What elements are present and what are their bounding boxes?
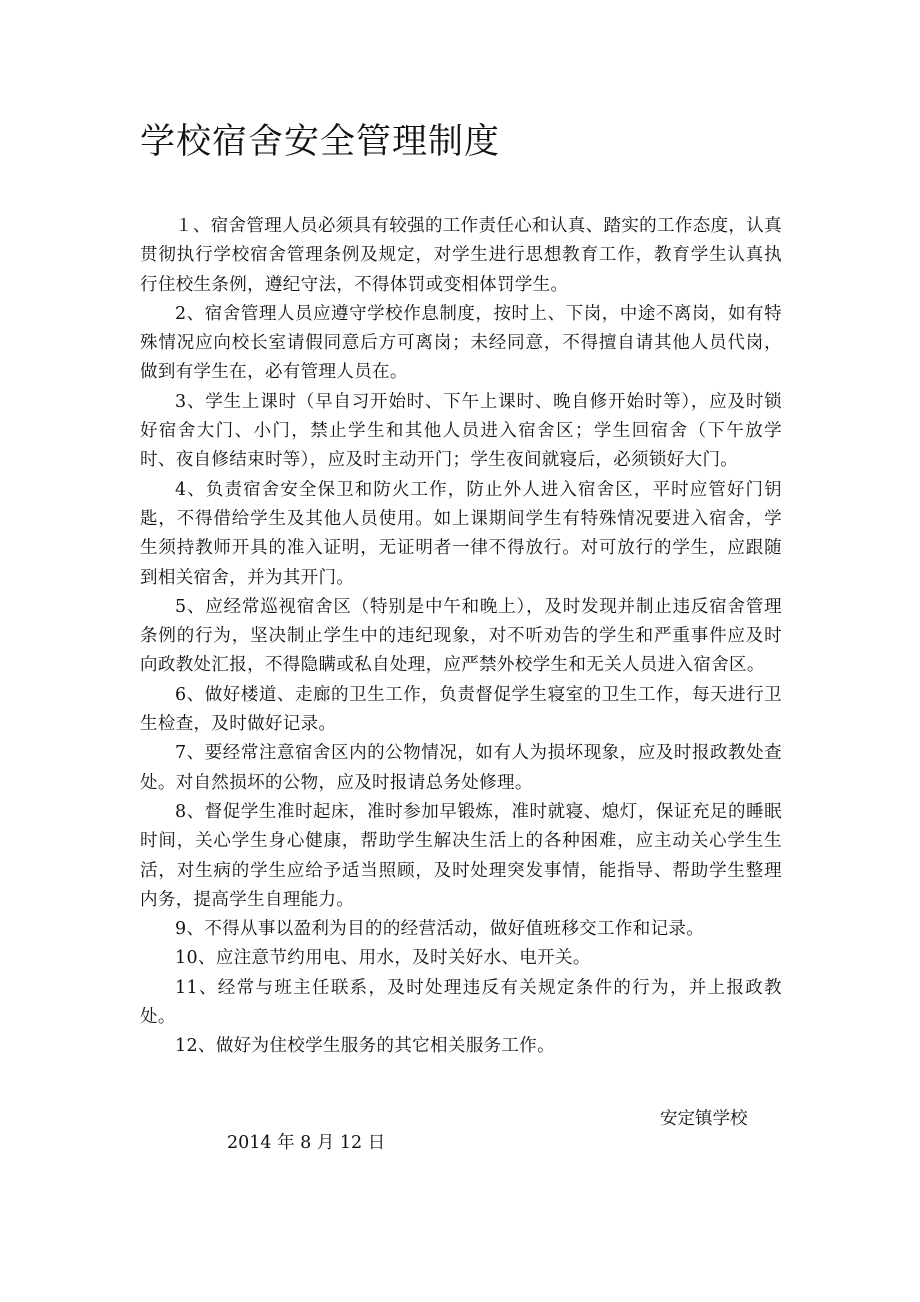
document-body — [140, 212, 782, 1062]
rule-paragraph-7: 7、要经常注意宿舍区内的公物情况，如有人为损坏现象，应及时报政教处查处。对自然损坏的公物，应及时报请总务处修理。 — [140, 743, 782, 793]
rule-paragraph-12: 12、做好为住校学生服务的其它相关服务工作。 — [175, 1036, 555, 1057]
rule-paragraph-4: 4、负责宿舍安全保卫和防火工作，防止外人进入宿舍区，平时应管好门钥匙，不得借给学生及其他人员使用。如上课期间学生有特殊情况要进入宿舍，学生须持教师开具的准入证明，无证明者一律不得放行。对可放行的学生，应跟随到相关宿舍，并为其开门。 — [140, 479, 782, 588]
rule-paragraph-9: 9、不得从事以盈利为目的的经营活动，做好值班移交工作和记录。 — [175, 919, 705, 940]
rule-paragraph-5: 5、应经常巡视宿舍区（特别是中午和晚上），及时发现并制止违反宿舍管理条例的行为，坚决制止学生中的违纪现象，对不听劝告的学生和严重事件应及时向政教处汇报，不得隐瞒或私自处理，应严禁外校学生和无关人员进入宿舍区。 — [140, 596, 782, 676]
rule-paragraph-3: 3、学生上课时（早自习开始时、下午上课时、晚自修开始时等），应及时锁好宿舍大门、小门，禁止学生和其他人员进入宿舍区；学生回宿舍（下午放学时、夜自修结束时等），应及时主动开门；学生夜间就寝后，必须锁好大门。 — [140, 391, 782, 471]
rule-paragraph-8: 8、督促学生准时起床，准时参加早锻炼，准时就寝、熄灯，保证充足的睡眠时间，关心学生身心健康，帮助学生解决生活上的各种困难，应主动关心学生生活，对生病的学生应给予适当照顾，及时处理突发事情，能指导、帮助学生整理内务，提高学生自理能力。 — [140, 801, 782, 910]
rule-paragraph-11: 11、经常与班主任联系，及时处理违反有关规定条件的行为，并上报政教处。 — [140, 977, 782, 1028]
rule-paragraph-2: 2、宿舍管理人员应遵守学校作息制度，按时上、下岗，中途不离岗，如有特殊情况应向校长室请假同意后方可离岗；未经同意，不得擅自请其他人员代岗，做到有学生在，必有管理人员在。 — [140, 303, 782, 383]
rule-paragraph-10: 10、应注意节约用电、用水，及时关好水、电开关。 — [175, 948, 591, 969]
rule-paragraph-1: １、宿舍管理人员必须具有较强的工作责任心和认真、踏实的工作态度，认真贯彻执行学校宿舍管理条例及规定，对学生进行思想教育工作，教育学生认真执行住校生条例，遵纪守法，不得体罚或变相体罚学生。 — [140, 216, 782, 295]
document-title: 学校宿舍安全管理制度 — [140, 122, 501, 162]
rule-paragraph-6: 6、做好楼道、走廊的卫生工作，负责督促学生寝室的卫生工作，每天进行卫生检查，及时做好记录。 — [140, 684, 782, 735]
signer-name: 安定镇学校 — [660, 1109, 748, 1129]
document-date: 2014 年 8 月 12 日 — [227, 1133, 386, 1153]
